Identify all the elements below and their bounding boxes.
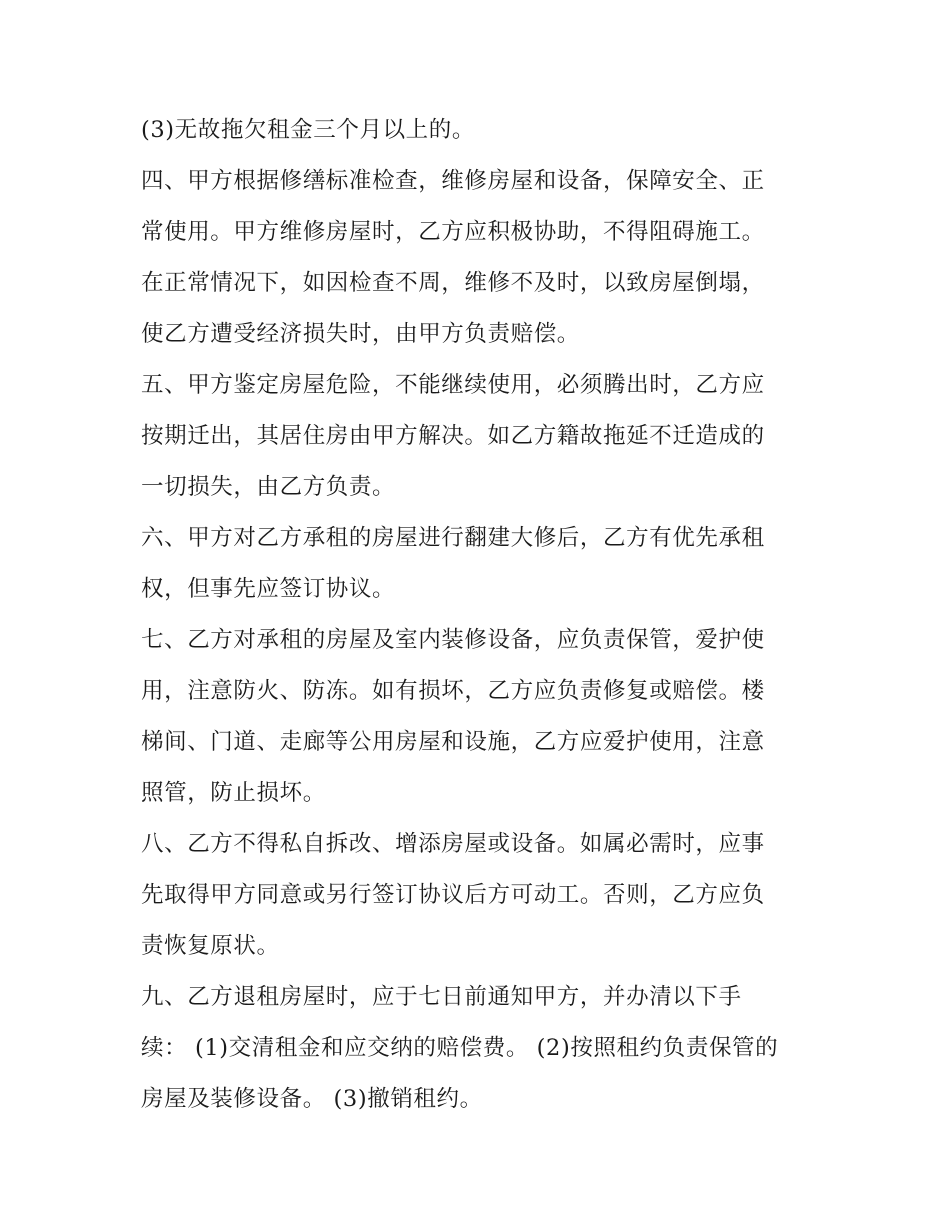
- text-line: 九、乙方退租房屋时，应于七日前通知甲方，并办清以下手: [141, 984, 742, 1010]
- text-line: 一切损失，由乙方负责。: [141, 474, 396, 500]
- text-line: 责恢复原状。: [141, 933, 280, 959]
- text-line: 使乙方遭受经济损失时，由甲方负责赔偿。: [141, 321, 580, 347]
- text-line: (3)无故拖欠租金三个月以上的。: [141, 117, 475, 143]
- text-line: 常使用。甲方维修房屋时，乙方应积极协助，不得阻碍施工。: [141, 219, 765, 245]
- text-line: 照管，防止损坏。: [141, 780, 326, 806]
- text-line: 梯间、门道、走廊等公用房屋和设施，乙方应爱护使用，注意: [141, 729, 765, 755]
- text-line: 先取得甲方同意或另行签订协议后方可动工。否则，乙方应负: [141, 882, 765, 908]
- text-line: 按期迁出，其居住房由甲方解决。如乙方籍故拖延不迁造成的: [141, 423, 765, 449]
- text-line: 用，注意防火、防冻。如有损坏，乙方应负责修复或赔偿。楼: [141, 678, 765, 704]
- text-line: 八、乙方不得私自拆改、增添房屋或设备。如属必需时，应事: [141, 831, 765, 857]
- text-line: 在正常情况下，如因检查不周，维修不及时，以致房屋倒塌，: [141, 270, 765, 296]
- text-line: 五、甲方鉴定房屋危险，不能继续使用，必须腾出时，乙方应: [141, 372, 765, 398]
- text-line: 七、乙方对承租的房屋及室内装修设备，应负责保管，爱护使: [141, 627, 765, 653]
- text-line: 权，但事先应签订协议。: [141, 576, 396, 602]
- text-line: 房屋及装修设备。 (3)撤销租约。: [141, 1086, 483, 1112]
- text-line: 六、甲方对乙方承租的房屋进行翻建大修后，乙方有优先承租: [141, 525, 765, 551]
- text-line: 续： (1)交清租金和应交纳的赔偿费。 (2)按照租约负责保管的: [141, 1035, 779, 1061]
- text-line: 四、甲方根据修缮标准检查，维修房屋和设备，保障安全、正: [141, 168, 765, 194]
- document-body: [141, 105, 813, 1125]
